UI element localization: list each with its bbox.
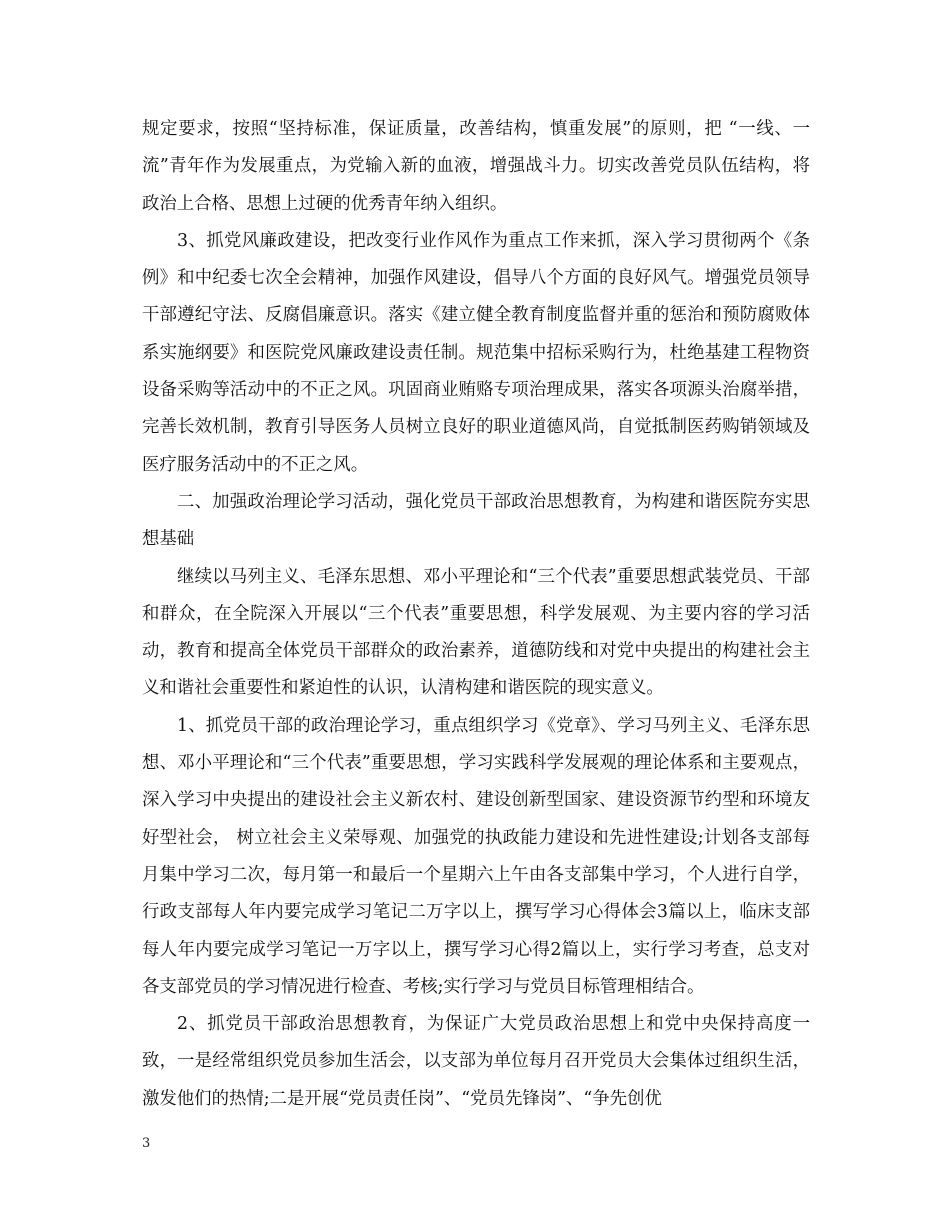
paragraph-5: 1、抓党员干部的政治理论学习，重点组织学习《党章》、学习马列主义、毛泽东思想、邓小平理论和“三个代表”重要思想，学习实践科学发展观的理论体系和主要观点，深入学习中央提出的建设社会主义新农村、建设创新型国家、建设资源节约型和环境友好型社会， 树立社会主义荣辱观、加强党的执政能力建设和先进性建设;计划各支部每月集中学习二次，每月第一和最后一个星期六上午由各支部集中学习，个人进行自学，行政支部每人年内要完成学习笔记二万字以上，撰写学习心得体会3篇以上，临床支部每人年内要完成学习笔记一万字以上，撰写学习心得2篇以上，实行学习考查，总支对各支部党员的学习情况进行检查、考核;实行学习与党员目标管理相结合。	[142, 715, 810, 997]
document-body	[142, 111, 810, 1118]
paragraph-6: 2、抓党员干部政治思想教育，为保证广大党员政治思想上和党中央保持高度一致，一是经常组织党员参加生活会，以支部为单位每月召开党员大会集体过组织生活，激发他们的热情;二是开展“党员责任岗”、“党员先锋岗”、“争先创优	[142, 1014, 810, 1109]
paragraph-2: 3、抓党风廉政建设，把改变行业作风作为重点工作来抓，深入学习贯彻两个《条例》和中纪委七次全会精神，加强作风建设，倡导八个方面的良好风气。增强党员领导干部遵纪守法、反腐倡廉意识。落实《建立健全教育制度监督并重的惩治和预防腐败体系实施纲要》和医院党风廉政建设责任制。规范集中招标采购行为，杜绝基建工程物资设备采购等活动中的不正之风。巩固商业贿赂专项治理成果，落实各项源头治腐举措，完善长效机制，教育引导医务人员树立良好的职业道德风尚，自觉抵制医药购销领域及医疗服务活动中的不正之风。	[142, 230, 810, 475]
page-number: 3	[142, 1136, 151, 1151]
paragraph-4: 继续以马列主义、毛泽东思想、邓小平理论和“三个代表”重要思想武装党员、干部和群众，在全院深入开展以“三个代表”重要思想，科学发展观、为主要内容的学习活动，教育和提高全体党员干部群众的政治素养，道德防线和对党中央提出的构建社会主义和谐社会重要性和紧迫性的认识，认清构建和谐医院的现实意义。	[142, 566, 810, 699]
paragraph-1: 规定要求，按照“坚持标准，保证质量，改善结构，慎重发展”的原则，把 “一线、一流”青年作为发展重点，为党输入新的血液，增强战斗力。切实改善党员队伍结构，将政治上合格、思想上过硬的优秀青年纳入组织。	[142, 119, 810, 214]
section-heading-2: 二、加强政治理论学习活动，强化党员干部政治思想教育，为构建和谐医院夯实思想基础	[142, 491, 810, 550]
